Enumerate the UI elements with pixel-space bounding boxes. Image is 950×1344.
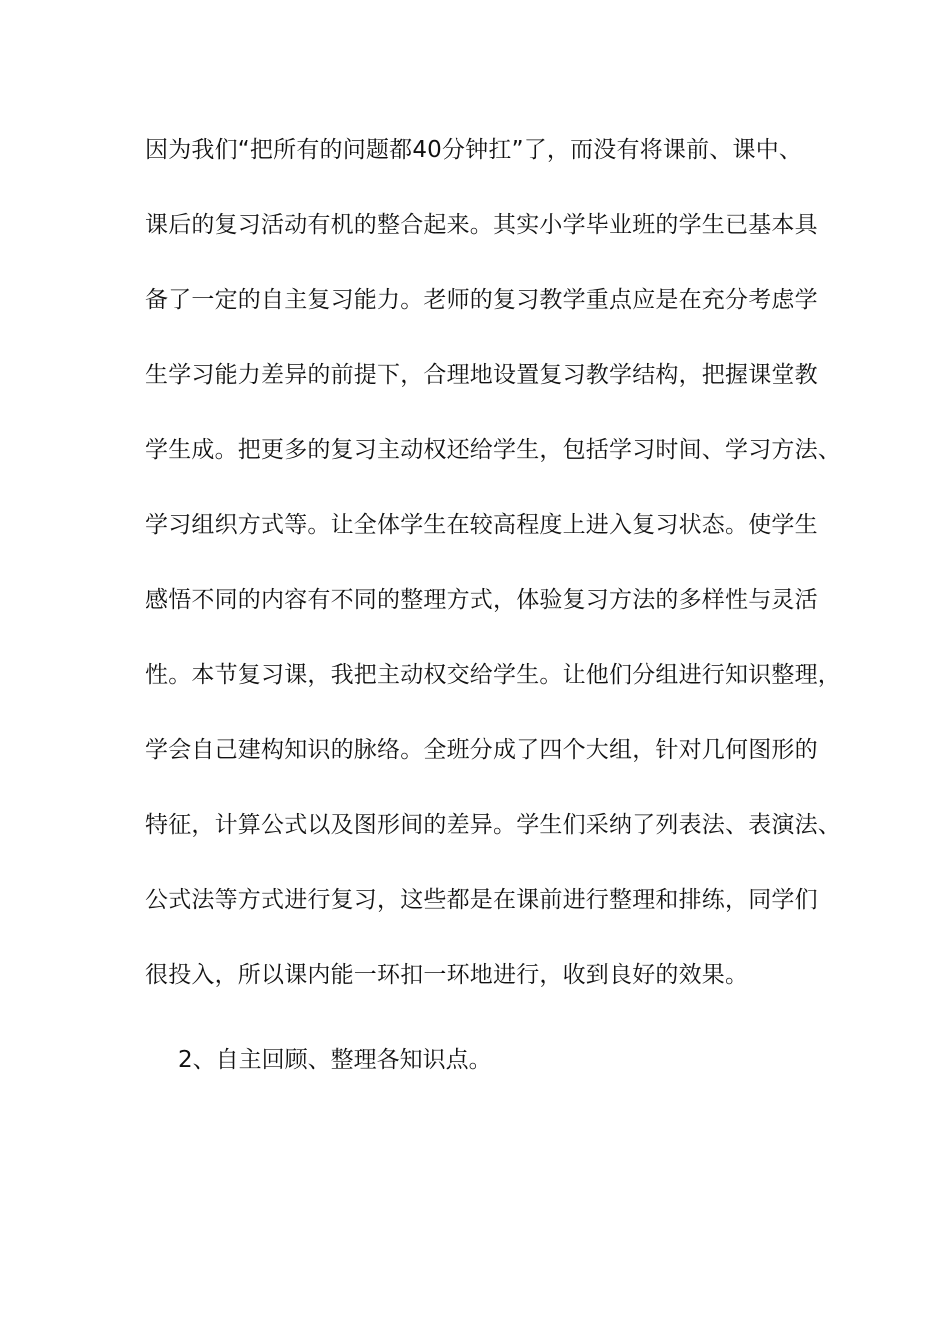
paragraph-line: 特征，计算公式以及图形间的差异。学生们采纳了列表法、表演法、 [145, 812, 841, 838]
paragraph-line: 性。本节复习课，我把主动权交给学生。让他们分组进行知识整理， [145, 662, 841, 688]
body-paragraph [145, 126, 841, 1026]
section-heading: 2、自主回顾、整理各知识点。 [178, 1047, 492, 1073]
paragraph-line: 备了一定的自主复习能力。老师的复习教学重点应是在充分考虑学 [145, 287, 818, 313]
paragraph-line: 课后的复习活动有机的整合起来。其实小学毕业班的学生已基本具 [145, 212, 818, 238]
paragraph-line: 公式法等方式进行复习，这些都是在课前进行整理和排练，同学们 [145, 887, 818, 913]
paragraph-line: 很投入，所以课内能一环扣一环地进行，收到良好的效果。 [145, 962, 749, 988]
paragraph-line: 感悟不同的内容有不同的整理方式，体验复习方法的多样性与灵活 [145, 587, 818, 613]
paragraph-line: 学生成。把更多的复习主动权还给学生，包括学习时间、学习方法、 [145, 437, 841, 463]
paragraph-line: 因为我们“把所有的问题都40分钟扛”了，而没有将课前、课中、 [145, 137, 803, 163]
paragraph-line: 生学习能力差异的前提下，合理地设置复习教学结构，把握课堂教 [145, 362, 818, 388]
paragraph-line: 学习组织方式等。让全体学生在较高程度上进入复习状态。使学生 [145, 512, 818, 538]
paragraph-line: 学会自己建构知识的脉络。全班分成了四个大组，针对几何图形的 [145, 737, 818, 763]
